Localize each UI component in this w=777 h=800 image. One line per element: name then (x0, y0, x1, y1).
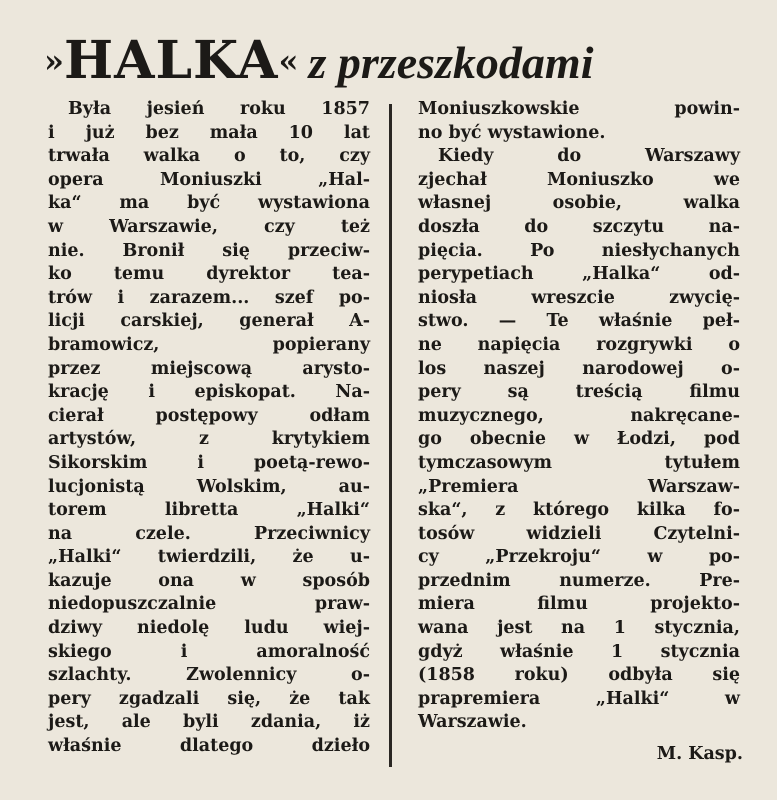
text-line: artystów, z krytykiem (48, 429, 370, 450)
text-line: trwała walka o to, czy (48, 146, 370, 167)
text-line: trów i zarazem... szef po- (48, 287, 370, 308)
text-line: pięcia. Po niesłychanych (418, 240, 740, 261)
text-line: lucjonistą Wolskim, au- (48, 476, 370, 497)
text-line: tymczasowym tytułem (418, 452, 740, 473)
text-line: niedopuszczalnie praw- (48, 594, 370, 615)
text-line: wana jest na 1 stycznia, (418, 618, 740, 639)
text-line: kazuje ona w sposób (48, 570, 370, 591)
text-line: ska“, z którego kilka fo- (418, 500, 740, 521)
article-headline (44, 30, 754, 92)
text-line: Warszawie. (418, 712, 527, 733)
text-line: jest, ale byli zdania, iż (48, 712, 370, 733)
article-column-left (48, 98, 370, 759)
text-line: własnej osobie, walka (418, 193, 740, 214)
text-line: „Premiera Warszaw- (418, 476, 740, 497)
headline-open-quote: » (44, 42, 64, 80)
text-line: ne napięcia rozgrywki o (418, 334, 740, 355)
text-line: Była jesień roku 1857 (68, 99, 370, 119)
text-line: Kiedy do Warszawy (438, 146, 740, 167)
text-line: dziwy niedolę ludu wiej- (48, 618, 370, 639)
text-line: właśnie dlatego dzieło (48, 736, 370, 757)
text-line: no być wystawione. (418, 122, 606, 143)
text-line: gdyż właśnie 1 stycznia (418, 641, 740, 662)
text-line: w Warszawie, czy też (48, 216, 370, 237)
text-line: przednim numerze. Pre- (418, 570, 740, 591)
text-line: go obecnie w Łodzi, pod (418, 429, 740, 450)
text-line: cy „Przekroju“ w po- (418, 547, 740, 568)
text-line: muzycznego, nakręcane- (418, 405, 740, 426)
text-line: zjechał Moniuszko we (418, 169, 740, 190)
text-line: przez miejscową arysto- (48, 358, 370, 379)
text-line: los naszej narodowej o- (418, 358, 740, 379)
text-line: (1858 roku) odbyła się (418, 665, 740, 686)
text-line: bramowicz, popierany (48, 334, 370, 355)
text-line: prapremiera „Halki“ w (418, 688, 740, 709)
text-line: na czele. Przeciwnicy (48, 523, 370, 544)
text-line: i już bez mała 10 lat (48, 122, 370, 143)
text-line: Sikorskim i poetą-rewo- (48, 452, 370, 473)
headline-close-quote: « (278, 42, 299, 80)
text-line: niosła wreszcie zwycię- (418, 287, 740, 308)
text-line: licji carskiej, generał A- (48, 311, 370, 332)
text-line: opera Moniuszki „Hal- (48, 169, 370, 190)
text-line: szlachty. Zwolennicy o- (48, 665, 370, 686)
author-signature: M. Kasp. (656, 744, 743, 764)
text-line: skiego i amoralność (48, 641, 370, 662)
text-line: ko temu dyrektor tea- (48, 264, 370, 285)
text-line: pery zgadzali się, że tak (48, 688, 370, 709)
text-line: nie. Bronił się przeciw- (48, 240, 370, 261)
text-line: ka“ ma być wystawiona (48, 193, 370, 214)
text-line: torem libretta „Halki“ (48, 500, 370, 521)
text-line: stwo. — Te właśnie peł- (418, 311, 740, 332)
article-column-right (418, 98, 740, 735)
text-line: doszła do szczytu na- (418, 216, 740, 237)
text-line: pery są treścią filmu (418, 382, 740, 403)
text-line: tosów widzieli Czytelni- (418, 523, 740, 544)
text-line: krację i episkopat. Na- (48, 382, 370, 403)
text-line: Moniuszkowskie powin- (418, 99, 740, 119)
headline-subtitle: z przeszkodami (308, 37, 594, 88)
text-line: cierał postępowy odłam (48, 405, 370, 426)
text-line: miera filmu projekto- (418, 594, 740, 615)
text-line: perypetiach „Halka“ od- (418, 264, 740, 285)
column-divider (389, 104, 392, 767)
text-line: „Halki“ twierdzili, że u- (48, 547, 370, 568)
headline-title: HALKA (64, 30, 279, 91)
